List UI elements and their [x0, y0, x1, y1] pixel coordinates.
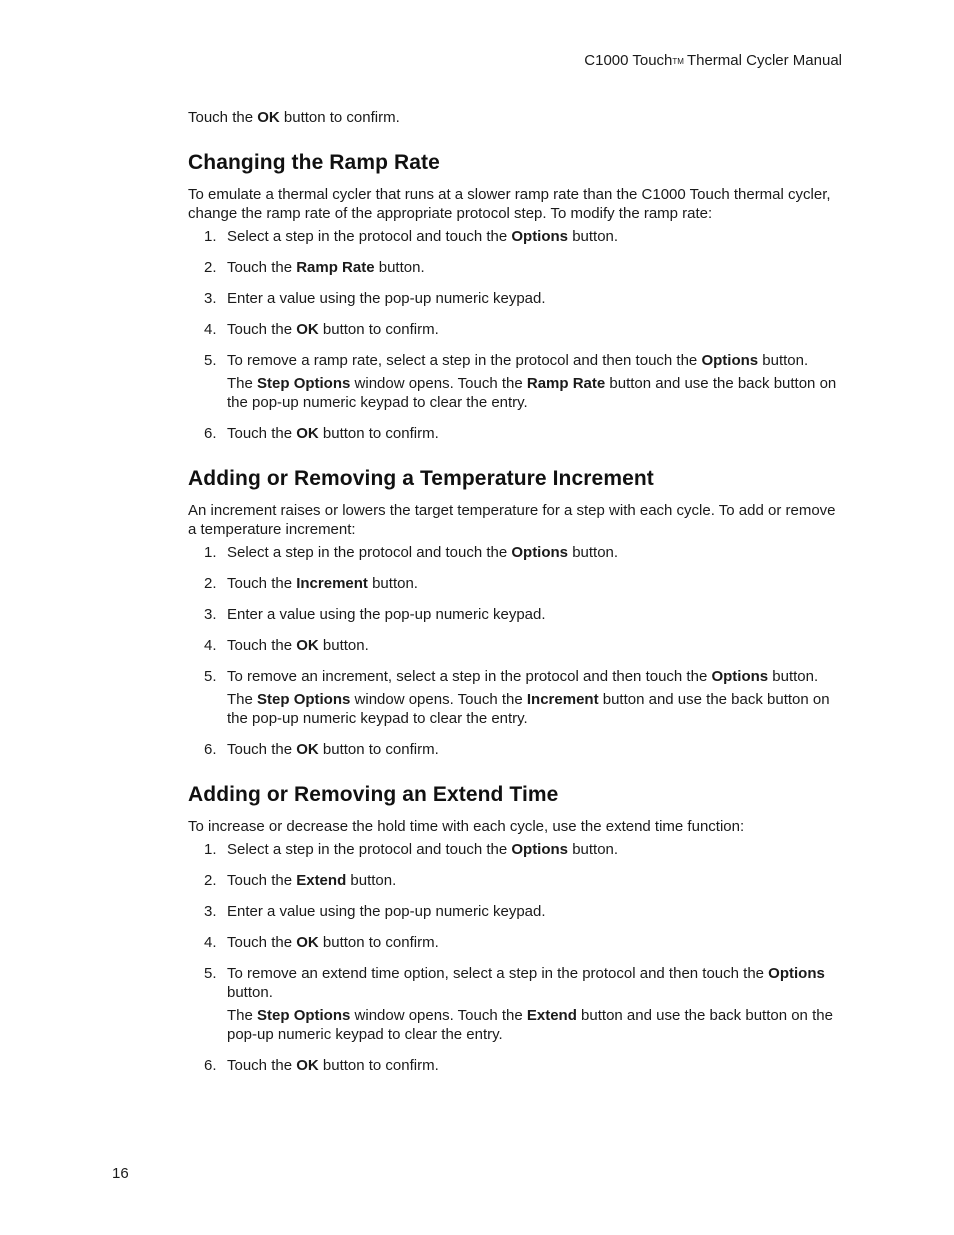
list-item [188, 258, 848, 277]
page-number: 16 [112, 1165, 129, 1182]
text-run: The [227, 691, 258, 708]
text-run: button. [374, 259, 425, 276]
bold-term: Extend [296, 872, 347, 889]
text-run: Touch the [227, 575, 297, 592]
list-item [188, 543, 848, 562]
step-text [227, 574, 848, 593]
bold-term: Step Options [257, 691, 351, 708]
text-run: Select a step in the protocol and touch the [227, 841, 512, 858]
step-text [227, 902, 848, 921]
step-subtext [227, 1006, 848, 1044]
text-run: button and use the back button on the pop-up numeric keypad to clear the entry. [227, 691, 830, 727]
step-number: 1. [204, 841, 217, 858]
text-run: window opens. Touch the [350, 375, 527, 392]
list-item [188, 933, 848, 952]
list-item [188, 605, 848, 624]
step-subtext [227, 374, 848, 412]
step-number: 3. [204, 290, 217, 307]
text-run: Enter a value using the pop-up numeric keypad. [227, 290, 546, 307]
bold-term: Options [711, 668, 769, 685]
step-number: 4. [204, 637, 217, 654]
step-text [227, 320, 848, 339]
list-item [188, 351, 848, 412]
step-text [227, 1056, 848, 1075]
bold-term: Options [511, 544, 569, 561]
intro-text: Touch the [188, 109, 258, 126]
intro-line [188, 108, 848, 127]
step-number: 5. [204, 668, 217, 685]
bold-term: Options [511, 228, 569, 245]
list-item [188, 902, 848, 921]
step-number: 5. [204, 965, 217, 982]
step-list [188, 227, 848, 443]
step-text [227, 667, 848, 686]
bold-term: Increment [526, 691, 599, 708]
list-item [188, 227, 848, 246]
bold-term: OK [296, 425, 319, 442]
step-text [227, 605, 848, 624]
step-text [227, 964, 848, 1002]
text-run: Touch the [227, 872, 297, 889]
step-list [188, 543, 848, 759]
section [188, 782, 848, 1075]
intro-bold: OK [257, 109, 280, 126]
text-run: button and use the back button on the pop-up numeric keypad to clear the entry. [227, 375, 837, 411]
bold-term: Ramp Rate [296, 259, 375, 276]
running-header [584, 51, 842, 70]
step-text [227, 258, 848, 277]
step-number: 4. [204, 934, 217, 951]
text-run: button. [768, 668, 819, 685]
text-run: Touch the [227, 934, 297, 951]
list-item [188, 289, 848, 308]
step-number: 4. [204, 321, 217, 338]
text-run: button to confirm. [318, 934, 439, 951]
text-run: Touch the [227, 321, 297, 338]
bold-term: Ramp Rate [526, 375, 606, 392]
step-number: 1. [204, 228, 217, 245]
bold-term: Step Options [257, 375, 351, 392]
text-run: Touch the [227, 637, 297, 654]
step-text [227, 227, 848, 246]
text-run: button to confirm. [318, 741, 439, 758]
list-item [188, 320, 848, 339]
step-number: 6. [204, 1057, 217, 1074]
step-number: 2. [204, 872, 217, 889]
step-number: 2. [204, 575, 217, 592]
bold-term: Step Options [257, 1007, 351, 1024]
text-run: Select a step in the protocol and touch the [227, 544, 512, 561]
text-run: Enter a value using the pop-up numeric keypad. [227, 606, 546, 623]
step-number: 6. [204, 741, 217, 758]
text-run: button to confirm. [318, 321, 439, 338]
list-item [188, 871, 848, 890]
list-item [188, 574, 848, 593]
step-number: 3. [204, 606, 217, 623]
text-run: button. [367, 575, 418, 592]
text-run: button to confirm. [318, 425, 439, 442]
step-text [227, 351, 848, 370]
text-run: To remove an extend time option, select a step in the protocol and then touch the [227, 965, 769, 982]
list-item [188, 667, 848, 728]
bold-term: OK [296, 321, 319, 338]
step-text [227, 543, 848, 562]
trademark-mark: TM [672, 57, 684, 66]
text-run: button. [568, 544, 619, 561]
step-number: 2. [204, 259, 217, 276]
text-run: Touch the [227, 1057, 297, 1074]
text-run: Touch the [227, 425, 297, 442]
list-item [188, 964, 848, 1044]
bold-term: Options [511, 841, 569, 858]
step-text [227, 424, 848, 443]
text-run: window opens. Touch the [350, 691, 527, 708]
step-text [227, 289, 848, 308]
list-item [188, 636, 848, 655]
step-text [227, 933, 848, 952]
step-text [227, 871, 848, 890]
step-number: 6. [204, 425, 217, 442]
text-run: button to confirm. [318, 1057, 439, 1074]
bold-term: OK [296, 934, 319, 951]
text-run: button. [346, 872, 397, 889]
text-run: button. [318, 637, 369, 654]
step-list [188, 840, 848, 1075]
text-run: Enter a value using the pop-up numeric keypad. [227, 903, 546, 920]
step-subtext [227, 690, 848, 728]
bold-term: OK [296, 637, 319, 654]
page-content [188, 108, 848, 1087]
section-paragraph: To increase or decrease the hold time with each cycle, use the extend time function: [188, 818, 745, 835]
header-title-prefix: C1000 Touch [584, 52, 673, 69]
bold-term: Increment [296, 575, 368, 592]
section-heading: Changing the Ramp Rate [188, 151, 440, 174]
section-paragraph: An increment raises or lowers the target temperature for a step with each cycle. To add or remove a temperature increment: [188, 502, 836, 538]
section [188, 150, 848, 443]
bold-term: OK [296, 1057, 319, 1074]
sections-container [188, 150, 848, 1075]
intro-text-end: button to confirm. [279, 109, 400, 126]
text-run: To remove an increment, select a step in the protocol and then touch the [227, 668, 712, 685]
text-run: button. [568, 228, 619, 245]
text-run: button. [568, 841, 619, 858]
step-number: 3. [204, 903, 217, 920]
section-paragraph: To emulate a thermal cycler that runs at a slower ramp rate than the C1000 Touch thermal cycler, change the ramp rate of the appropriate protocol step. To modify the ramp rate: [188, 186, 831, 222]
text-run: button. [227, 984, 273, 1001]
step-text [227, 840, 848, 859]
text-run: To remove a ramp rate, select a step in the protocol and then touch the [227, 352, 702, 369]
step-number: 1. [204, 544, 217, 561]
bold-term: OK [296, 741, 319, 758]
step-number: 5. [204, 352, 217, 369]
list-item [188, 840, 848, 859]
bold-term: Options [701, 352, 759, 369]
text-run: button. [758, 352, 809, 369]
section-heading: Adding or Removing a Temperature Increment [188, 467, 654, 490]
text-run: Select a step in the protocol and touch the [227, 228, 512, 245]
step-text [227, 636, 848, 655]
step-text [227, 740, 848, 759]
bold-term: Extend [526, 1007, 577, 1024]
section [188, 466, 848, 759]
section-heading: Adding or Removing an Extend Time [188, 783, 559, 806]
list-item [188, 740, 848, 759]
text-run: The [227, 1007, 258, 1024]
text-run: Touch the [227, 259, 297, 276]
list-item [188, 424, 848, 443]
list-item [188, 1056, 848, 1075]
text-run: button and use the back button on the pop-up numeric keypad to clear the entry. [227, 1007, 833, 1043]
header-title-suffix: Thermal Cycler Manual [686, 52, 842, 69]
bold-term: Options [768, 965, 825, 982]
text-run: The [227, 375, 258, 392]
text-run: window opens. Touch the [350, 1007, 527, 1024]
text-run: Touch the [227, 741, 297, 758]
